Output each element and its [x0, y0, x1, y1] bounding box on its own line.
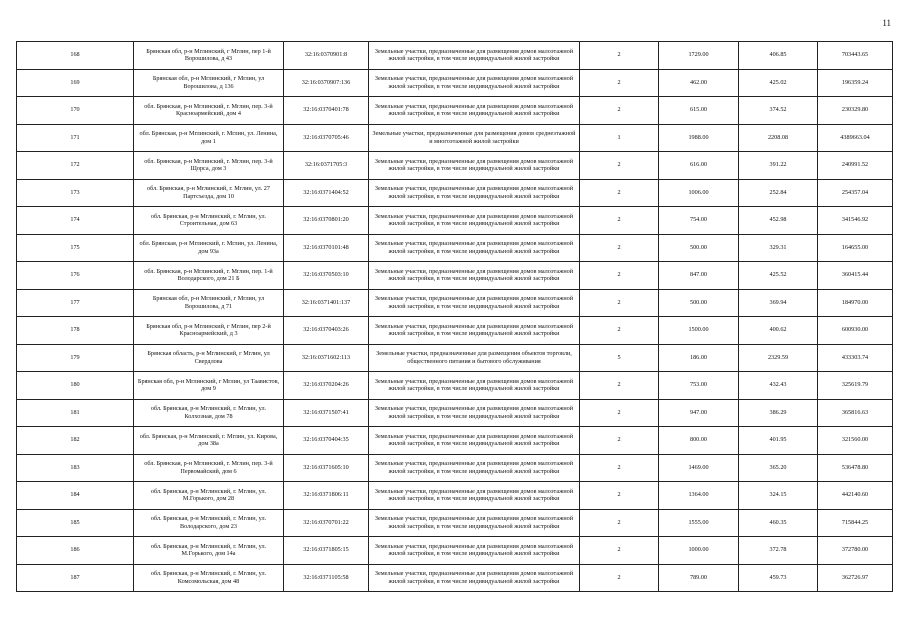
group-code-cell: 2: [580, 427, 659, 455]
cadastral-value-cell: 536478.80: [818, 454, 893, 482]
table-row: [17, 399, 893, 427]
area-cell: 1729.00: [659, 42, 739, 70]
group-code-cell: 2: [580, 317, 659, 345]
area-cell: 1469.00: [659, 454, 739, 482]
cadastral-value-cell: 240991.52: [818, 152, 893, 180]
address-cell: обл. Брянская, р-н Мглинский, г. Мглин, ул. М.Горького, дом 14а: [134, 537, 284, 565]
specific-value-cell: 406.85: [739, 42, 818, 70]
group-code-cell: 5: [580, 344, 659, 372]
group-code-cell: 2: [580, 537, 659, 565]
cadastral-number-cell: 32:16:0371602:113: [284, 344, 369, 372]
permitted-use-cell: Земельные участки, предназначенные для размещения домов малоэтажной жилой застройки, в том числе индивидуальной жилой застройки: [369, 399, 580, 427]
group-code-cell: 2: [580, 42, 659, 70]
cadastral-number-cell: 32:16:0370705:46: [284, 124, 369, 152]
row-number: 175: [17, 234, 134, 262]
address-cell: обл. Брянская, р-н Мглинский, г. Мглин, пер. 3-й Щорса, дом 3: [134, 152, 284, 180]
row-number: 178: [17, 317, 134, 345]
group-code-cell: 2: [580, 482, 659, 510]
table-body: [17, 42, 893, 592]
address-cell: Брянская область, р-н Мглинский, г Мглин, ул Свердлова: [134, 344, 284, 372]
cadastral-value-cell: 365816.63: [818, 399, 893, 427]
specific-value-cell: 329.31: [739, 234, 818, 262]
group-code-cell: 2: [580, 179, 659, 207]
table-row: [17, 372, 893, 400]
cadastral-value-cell: 325619.79: [818, 372, 893, 400]
cadastral-value-cell: 164655.00: [818, 234, 893, 262]
specific-value-cell: 432.43: [739, 372, 818, 400]
table-row: [17, 564, 893, 592]
specific-value-cell: 400.62: [739, 317, 818, 345]
area-cell: 1555.00: [659, 509, 739, 537]
permitted-use-cell: Земельные участки, предназначенные для размещения домов малоэтажной жилой застройки, в том числе индивидуальной жилой застройки: [369, 97, 580, 125]
address-cell: обл. Брянская, р-н Мглинский, г. Мглин, ул. Володарского, дом 23: [134, 509, 284, 537]
cadastral-value-cell: 230329.80: [818, 97, 893, 125]
area-cell: 753.00: [659, 372, 739, 400]
permitted-use-cell: Земельные участки, предназначенные для размещения домов малоэтажной жилой застройки, в том числе индивидуальной жилой застройки: [369, 454, 580, 482]
page-number: 11: [882, 18, 891, 28]
table-row: [17, 454, 893, 482]
area-cell: 500.00: [659, 289, 739, 317]
address-cell: обл. Брянская, р-н Мглинский, г. Мглин, ул. 27 Партсъезда, дом 10: [134, 179, 284, 207]
area-cell: 1006.00: [659, 179, 739, 207]
address-cell: обл. Брянская, р-н Мглинский, г. Мглин, ул. Колхозная, дом 78: [134, 399, 284, 427]
cadastral-number-cell: 32:16:0371806:11: [284, 482, 369, 510]
group-code-cell: 2: [580, 454, 659, 482]
permitted-use-cell: Земельные участки, предназначенные для размещения домов малоэтажной жилой застройки, в том числе индивидуальной жилой застройки: [369, 317, 580, 345]
cadastral-value-cell: 703443.65: [818, 42, 893, 70]
row-number: 183: [17, 454, 134, 482]
area-cell: 615.00: [659, 97, 739, 125]
row-number: 171: [17, 124, 134, 152]
permitted-use-cell: Земельные участки, предназначенные для размещения домов малоэтажной жилой застройки, в том числе индивидуальной жилой застройки: [369, 537, 580, 565]
cadastral-number-cell: 32:16:0371404:52: [284, 179, 369, 207]
row-number: 180: [17, 372, 134, 400]
row-number: 172: [17, 152, 134, 180]
cadastral-number-cell: 32:16:0371105:58: [284, 564, 369, 592]
permitted-use-cell: Земельные участки, предназначенные для размещения объектов торговли, общественного питания и бытового обслуживания: [369, 344, 580, 372]
permitted-use-cell: Земельные участки, предназначенные для размещения домов малоэтажной жилой застройки, в том числе индивидуальной жилой застройки: [369, 42, 580, 70]
specific-value-cell: 372.78: [739, 537, 818, 565]
cadastral-number-cell: 32:16:0370701:22: [284, 509, 369, 537]
specific-value-cell: 324.15: [739, 482, 818, 510]
row-number: 173: [17, 179, 134, 207]
cadastral-number-cell: 32:16:0370901:8: [284, 42, 369, 70]
area-cell: 616.00: [659, 152, 739, 180]
row-number: 187: [17, 564, 134, 592]
address-cell: обл. Брянская, р-н Мглинский, г. Мглин, ул. Ленина, дом 1: [134, 124, 284, 152]
table-row: [17, 289, 893, 317]
cadastral-value-cell: 372780.00: [818, 537, 893, 565]
table-row: [17, 427, 893, 455]
permitted-use-cell: Земельные участки, предназначенные для размещения домов малоэтажной жилой застройки, в том числе индивидуальной жилой застройки: [369, 372, 580, 400]
cadastral-value-cell: 4389663.04: [818, 124, 893, 152]
permitted-use-cell: Земельные участки, предназначенные для размещения домов малоэтажной жилой застройки, в том числе индивидуальной жилой застройки: [369, 152, 580, 180]
cadastral-number-cell: 32:16:0371605:10: [284, 454, 369, 482]
table-row: [17, 152, 893, 180]
address-cell: обл. Брянская, р-н Мглинский, г. Мглин, пер. 3-й Красноармейский, дом 4: [134, 97, 284, 125]
row-number: 182: [17, 427, 134, 455]
address-cell: Брянская обл, р-н Мглинский, г Мглин, пер 1-й Ворошилова, д 43: [134, 42, 284, 70]
specific-value-cell: 401.95: [739, 427, 818, 455]
area-cell: 947.00: [659, 399, 739, 427]
address-cell: Брянская обл, р-н Мглинский, г Мглин, пер 2-й Красноармейский, д 3: [134, 317, 284, 345]
cadastral-number-cell: 32:16:0371805:15: [284, 537, 369, 565]
area-cell: 500.00: [659, 234, 739, 262]
cadastral-value-cell: 341546.92: [818, 207, 893, 235]
permitted-use-cell: Земельные участки, предназначенные для размещения домов малоэтажной жилой застройки, в том числе индивидуальной жилой застройки: [369, 482, 580, 510]
address-cell: обл. Брянская, р-н Мглинский, г. Мглин, пер. 3-й Первомайский, дом 6: [134, 454, 284, 482]
table-row: [17, 317, 893, 345]
permitted-use-cell: Земельные участки, предназначенные для размещения домов малоэтажной жилой застройки, в том числе индивидуальной жилой застройки: [369, 564, 580, 592]
cadastral-number-cell: 32:16:0371401:137: [284, 289, 369, 317]
specific-value-cell: 459.73: [739, 564, 818, 592]
cadastral-number-cell: 32:16:0370503:10: [284, 262, 369, 290]
row-number: 184: [17, 482, 134, 510]
area-cell: 847.00: [659, 262, 739, 290]
permitted-use-cell: Земельные участки, предназначенные для размещения домов малоэтажной жилой застройки, в том числе индивидуальной жилой застройки: [369, 427, 580, 455]
cadastral-value-cell: 360415.44: [818, 262, 893, 290]
address-cell: Брянская обл, р-н Мглинский, г Мглин, ул Таавистов, дом 9: [134, 372, 284, 400]
area-cell: 800.00: [659, 427, 739, 455]
cadastral-number-cell: 32:16:0370401:78: [284, 97, 369, 125]
row-number: 179: [17, 344, 134, 372]
cadastral-value-cell: 196359.24: [818, 69, 893, 97]
group-code-cell: 1: [580, 124, 659, 152]
row-number: 186: [17, 537, 134, 565]
area-cell: 1364.00: [659, 482, 739, 510]
cadastral-number-cell: 32:16:0370801:20: [284, 207, 369, 235]
specific-value-cell: 369.94: [739, 289, 818, 317]
area-cell: 789.00: [659, 564, 739, 592]
permitted-use-cell: Земельные участки, предназначенные для размещения домов малоэтажной жилой застройки, в том числе индивидуальной жилой застройки: [369, 509, 580, 537]
group-code-cell: 2: [580, 564, 659, 592]
address-cell: Брянская обл, р-н Мглинский, г Мглин, ул Ворошилова, д 71: [134, 289, 284, 317]
permitted-use-cell: Земельные участки, предназначенные для размещения домов малоэтажной жилой застройки, в том числе индивидуальной жилой застройки: [369, 207, 580, 235]
specific-value-cell: 452.98: [739, 207, 818, 235]
permitted-use-cell: Земельные участки, предназначенные для размещения домов малоэтажной жилой застройки, в том числе индивидуальной жилой застройки: [369, 262, 580, 290]
table-row: [17, 97, 893, 125]
group-code-cell: 2: [580, 97, 659, 125]
table-row: [17, 509, 893, 537]
group-code-cell: 2: [580, 262, 659, 290]
group-code-cell: 2: [580, 69, 659, 97]
group-code-cell: 2: [580, 372, 659, 400]
address-cell: обл. Брянская, р-н Мглинский, г. Мглин, ул. Кирова, дом 38а: [134, 427, 284, 455]
cadastral-value-cell: 321560.00: [818, 427, 893, 455]
permitted-use-cell: Земельные участки, предназначенные для размещения домов среднеэтажной и многоэтажной жилой застройки: [369, 124, 580, 152]
address-cell: обл. Брянская, р-н Мглинский, г. Мглин, пер. 1-й Володарского, дом 21 Б: [134, 262, 284, 290]
specific-value-cell: 391.22: [739, 152, 818, 180]
specific-value-cell: 425.52: [739, 262, 818, 290]
group-code-cell: 2: [580, 152, 659, 180]
row-number: 168: [17, 42, 134, 70]
address-cell: обл. Брянская, р-н Мглинский, г. Мглин, ул. М.Горького, дом 28: [134, 482, 284, 510]
area-cell: 1988.00: [659, 124, 739, 152]
area-cell: 1500.00: [659, 317, 739, 345]
area-cell: 462.00: [659, 69, 739, 97]
row-number: 170: [17, 97, 134, 125]
table-row: [17, 124, 893, 152]
address-cell: обл. Брянская, р-н Мглинский, г. Мглин, ул. Строительная, дом 63: [134, 207, 284, 235]
specific-value-cell: 252.84: [739, 179, 818, 207]
area-cell: 1000.00: [659, 537, 739, 565]
cadastral-value-cell: 715844.25: [818, 509, 893, 537]
cadastral-value-cell: 433303.74: [818, 344, 893, 372]
cadastral-value-cell: 600930.00: [818, 317, 893, 345]
area-cell: 754.00: [659, 207, 739, 235]
row-number: 181: [17, 399, 134, 427]
cadastral-value-cell: 442140.60: [818, 482, 893, 510]
cadastral-number-cell: 32:16:0370101:48: [284, 234, 369, 262]
cadastral-number-cell: 32:16:0370404:35: [284, 427, 369, 455]
land-registry-table: [16, 41, 893, 592]
group-code-cell: 2: [580, 399, 659, 427]
address-cell: Брянская обл, р-н Мглинский, г Мглин, ул Ворошилова, д 136: [134, 69, 284, 97]
row-number: 169: [17, 69, 134, 97]
row-number: 174: [17, 207, 134, 235]
permitted-use-cell: Земельные участки, предназначенные для размещения домов малоэтажной жилой застройки, в том числе индивидуальной жилой застройки: [369, 234, 580, 262]
cadastral-value-cell: 254357.04: [818, 179, 893, 207]
table-row: [17, 344, 893, 372]
permitted-use-cell: Земельные участки, предназначенные для размещения домов малоэтажной жилой застройки, в том числе индивидуальной жилой застройки: [369, 179, 580, 207]
specific-value-cell: 2329.59: [739, 344, 818, 372]
cadastral-number-cell: 32:16:0370907:136: [284, 69, 369, 97]
table-row: [17, 537, 893, 565]
table-row: [17, 262, 893, 290]
address-cell: обл. Брянская, р-н Мглинский, г. Мглин, ул. Ленина, дом 93а: [134, 234, 284, 262]
cadastral-value-cell: 362726.97: [818, 564, 893, 592]
table-row: [17, 482, 893, 510]
group-code-cell: 2: [580, 207, 659, 235]
specific-value-cell: 2208.08: [739, 124, 818, 152]
table-row: [17, 179, 893, 207]
permitted-use-cell: Земельные участки, предназначенные для размещения домов малоэтажной жилой застройки, в том числе индивидуальной жилой застройки: [369, 69, 580, 97]
cadastral-number-cell: 32:16:0370403:26: [284, 317, 369, 345]
row-number: 185: [17, 509, 134, 537]
table-row: [17, 42, 893, 70]
specific-value-cell: 386.29: [739, 399, 818, 427]
permitted-use-cell: Земельные участки, предназначенные для размещения домов малоэтажной жилой застройки, в том числе индивидуальной жилой застройки: [369, 289, 580, 317]
specific-value-cell: 460.35: [739, 509, 818, 537]
group-code-cell: 2: [580, 289, 659, 317]
cadastral-number-cell: 32:16:0371507:41: [284, 399, 369, 427]
area-cell: 186.00: [659, 344, 739, 372]
cadastral-number-cell: 32:16:0371705:3: [284, 152, 369, 180]
specific-value-cell: 425.02: [739, 69, 818, 97]
group-code-cell: 2: [580, 234, 659, 262]
specific-value-cell: 374.52: [739, 97, 818, 125]
row-number: 177: [17, 289, 134, 317]
table-row: [17, 207, 893, 235]
address-cell: обл. Брянская, р-н Мглинский, г. Мглин, ул. Комсомольская, дом 48: [134, 564, 284, 592]
group-code-cell: 2: [580, 509, 659, 537]
row-number: 176: [17, 262, 134, 290]
specific-value-cell: 365.20: [739, 454, 818, 482]
table-row: [17, 69, 893, 97]
cadastral-value-cell: 184970.00: [818, 289, 893, 317]
cadastral-number-cell: 32:16:0370204:26: [284, 372, 369, 400]
table-row: [17, 234, 893, 262]
